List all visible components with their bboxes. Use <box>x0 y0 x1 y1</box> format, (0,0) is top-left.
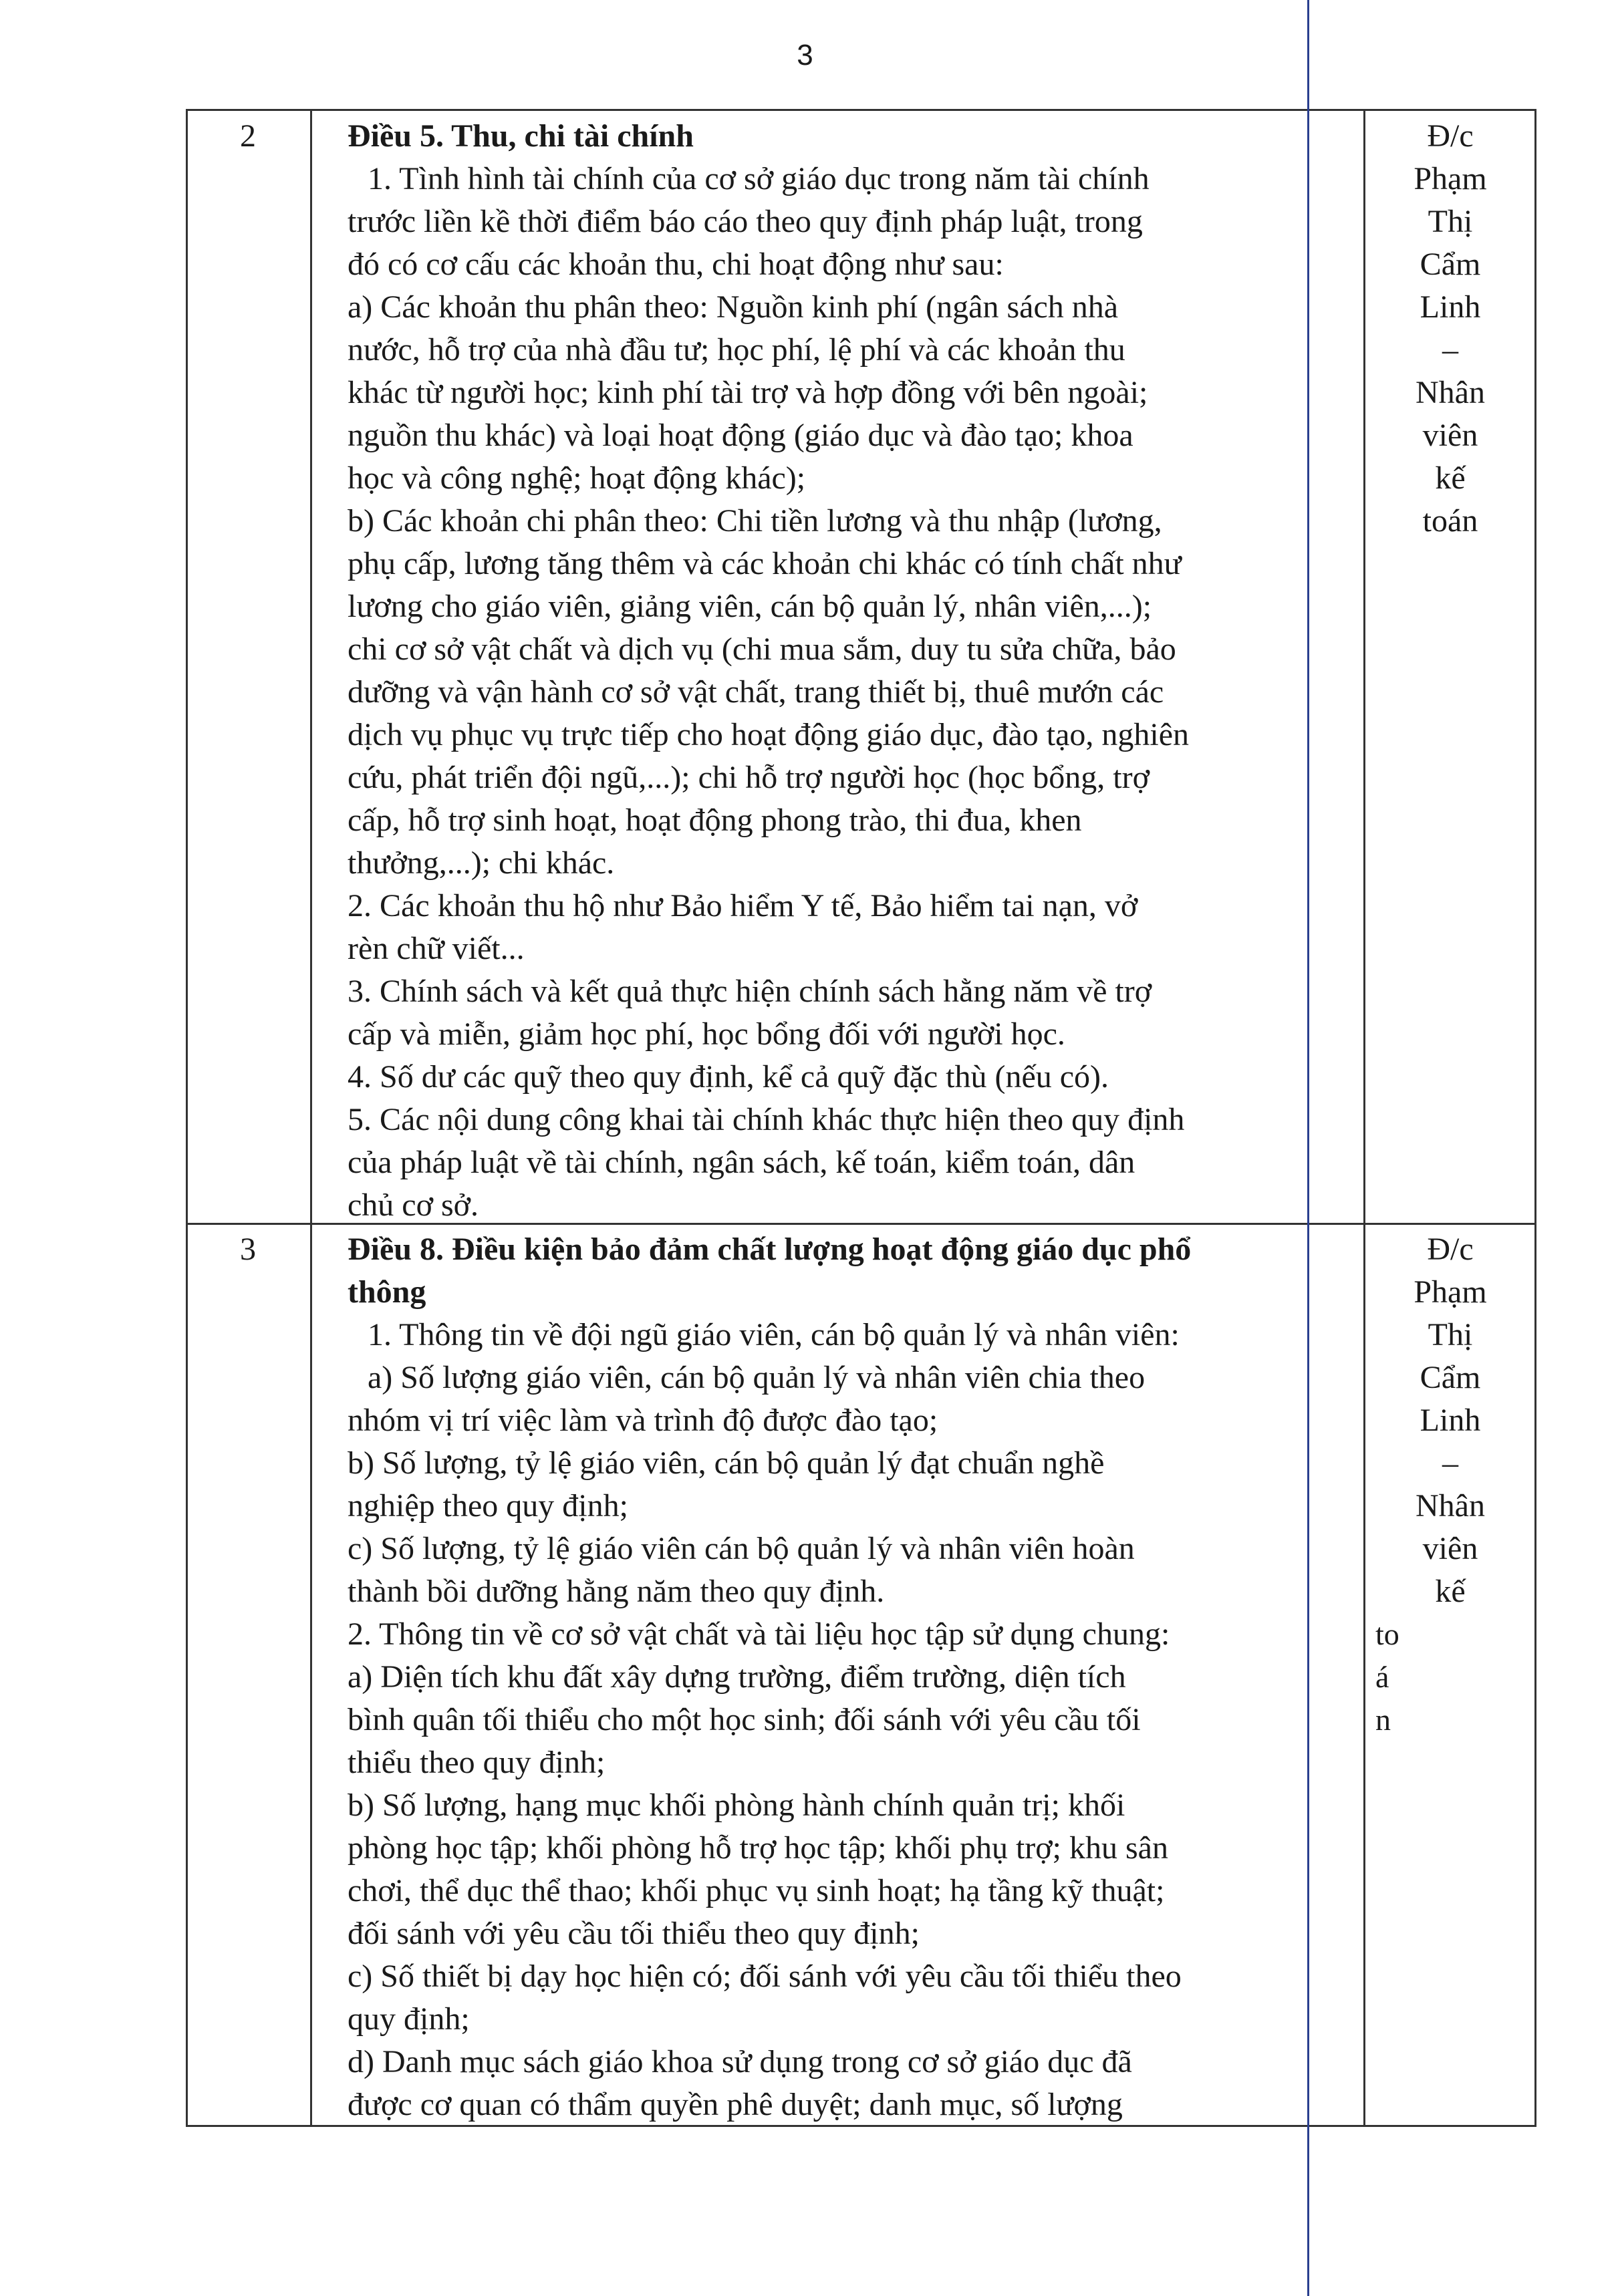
content-line: a) Số lượng giáo viên, cán bộ quản lý và nhân viên chia theo <box>368 1360 1146 1395</box>
page-number: 3 <box>797 39 813 71</box>
content-line: dưỡng và vận hành cơ sở vật chất, trang thiết bị, thuê mướn các <box>348 674 1164 710</box>
content-line: cấp và miễn, giảm học phí, học bổng đối với người học. <box>348 1016 1065 1052</box>
row-3-responsible <box>1370 1228 1530 1613</box>
responsible-word: Thị <box>1428 1317 1473 1352</box>
responsible-word: Đ/c <box>1427 1232 1474 1267</box>
responsible-word: Đ/c <box>1427 118 1474 154</box>
responsible-overflow-char: á <box>1375 1660 1389 1694</box>
content-line: chơi, thể dục thể thao; khối phục vụ sinh hoạt; hạ tầng kỹ thuật; <box>348 1873 1165 1908</box>
table-top-border <box>186 109 1536 111</box>
content-line: nghiệp theo quy định; <box>348 1488 628 1524</box>
content-line: 1. Tình hình tài chính của cơ sở giáo dục trong năm tài chính <box>368 161 1150 196</box>
row-3-content <box>348 1228 1357 2126</box>
responsible-word: Cẩm <box>1420 247 1481 282</box>
row-number-2: 2 <box>240 118 256 154</box>
responsible-word: Nhân <box>1416 375 1485 410</box>
content-line: chi cơ sở vật chất và dịch vụ (chi mua sắm, duy tu sửa chữa, bảo <box>348 631 1176 667</box>
responsible-word: – <box>1442 1445 1458 1481</box>
content-line: c) Số lượng, tỷ lệ giáo viên cán bộ quản lý và nhân viên hoàn <box>348 1531 1135 1566</box>
content-line: khác từ người học; kinh phí tài trợ và hợp đồng với bên ngoài; <box>348 375 1148 410</box>
content-line: Điều 5. Thu, chi tài chính <box>348 118 694 154</box>
content-line: thông <box>348 1274 426 1310</box>
row-3-responsible-overflow <box>1375 1613 1416 1741</box>
row-number-3: 3 <box>240 1232 256 1267</box>
responsible-word: Phạm <box>1414 1274 1487 1310</box>
content-line: 5. Các nội dung công khai tài chính khác thực hiện theo quy định <box>348 1102 1185 1137</box>
content-line: thưởng,...); chi khác. <box>348 845 615 881</box>
content-line: phòng học tập; khối phòng hỗ trợ học tập; khối phụ trợ; khu sân <box>348 1830 1168 1866</box>
responsible-word: kế <box>1435 460 1466 496</box>
content-line: bình quân tối thiểu cho một học sinh; đối sánh với yêu cầu tối <box>348 1702 1141 1737</box>
responsible-word: – <box>1442 332 1458 368</box>
content-line: cấp, hỗ trợ sinh hoạt, hoạt động phong trào, thi đua, khen <box>348 803 1082 838</box>
content-line: 3. Chính sách và kết quả thực hiện chính sách hằng năm về trợ <box>348 974 1152 1009</box>
content-line: nhóm vị trí việc làm và trình độ được đào tạo; <box>348 1403 938 1438</box>
content-line: Điều 8. Điều kiện bảo đảm chất lượng hoạt động giáo dục phổ <box>348 1232 1192 1267</box>
responsible-word: Thị <box>1428 204 1473 239</box>
content-line: nguồn thu khác) và loại hoạt động (giáo dục và đào tạo; khoa <box>348 418 1133 453</box>
content-line: cứu, phát triển đội ngũ,...); chi hỗ trợ người học (học bổng, trợ <box>348 760 1150 795</box>
content-line: đó có cơ cấu các khoản thu, chi hoạt động như sau: <box>348 247 1004 282</box>
column-divider-stt <box>310 109 312 2127</box>
content-line: thiểu theo quy định; <box>348 1745 606 1780</box>
content-line: nước, hỗ trợ của nhà đầu tư; học phí, lệ phí và các khoản thu <box>348 332 1125 368</box>
content-line: 2. Thông tin về cơ sở vật chất và tài liệu học tập sử dụng chung: <box>348 1616 1170 1652</box>
content-line: thành bồi dưỡng hằng năm theo quy định. <box>348 1574 885 1609</box>
table-right-border <box>1534 109 1536 2127</box>
content-line: lương cho giáo viên, giảng viên, cán bộ quản lý, nhân viên,...); <box>348 589 1152 624</box>
content-line: rèn chữ viết... <box>348 931 525 966</box>
responsible-word: viên <box>1422 1531 1478 1566</box>
responsible-overflow-char: to <box>1375 1617 1399 1651</box>
content-line: dịch vụ phục vụ trực tiếp cho hoạt động giáo dục, đào tạo, nghiên <box>348 717 1190 752</box>
content-line: phụ cấp, lương tăng thêm và các khoản chi khác có tính chất như <box>348 546 1182 581</box>
content-line: quy định; <box>348 2001 470 2037</box>
content-line: b) Số lượng, tỷ lệ giáo viên, cán bộ quản lý đạt chuẩn nghề <box>348 1445 1105 1481</box>
responsible-word: Linh <box>1420 1403 1481 1438</box>
content-line: chủ cơ sở. <box>348 1187 479 1223</box>
content-line: của pháp luật về tài chính, ngân sách, kế toán, kiểm toán, dân <box>348 1145 1135 1180</box>
row-2-content <box>348 115 1357 1227</box>
responsible-word: toán <box>1422 503 1478 539</box>
responsible-word: Phạm <box>1414 161 1487 196</box>
responsible-word: Linh <box>1420 289 1481 325</box>
responsible-word: viên <box>1422 418 1478 453</box>
content-line: 4. Số dư các quỹ theo quy định, kể cả quỹ đặc thù (nếu có). <box>348 1059 1109 1095</box>
column-divider-content <box>1363 109 1365 2127</box>
table-left-border <box>186 109 188 2127</box>
row-2-responsible <box>1370 115 1530 543</box>
content-line: a) Các khoản thu phân theo: Nguồn kinh phí (ngân sách nhà <box>348 289 1119 325</box>
responsible-overflow-char: n <box>1375 1703 1391 1737</box>
content-line: đối sánh với yêu cầu tối thiểu theo quy định; <box>348 1916 920 1951</box>
responsible-word: kế <box>1435 1574 1466 1609</box>
content-line: được cơ quan có thẩm quyền phê duyệt; danh mục, số lượng <box>348 2087 1123 2122</box>
content-line: d) Danh mục sách giáo khoa sử dụng trong cơ sở giáo dục đã <box>348 2044 1132 2079</box>
content-line: 2. Các khoản thu hộ như Bảo hiểm Y tế, Bảo hiểm tai nạn, vở <box>348 888 1138 923</box>
responsible-word: Cẩm <box>1420 1360 1481 1395</box>
content-line: a) Diện tích khu đất xây dựng trường, điểm trường, diện tích <box>348 1659 1126 1695</box>
content-line: b) Số lượng, hạng mục khối phòng hành chính quản trị; khối <box>348 1787 1125 1823</box>
content-line: trước liền kề thời điểm báo cáo theo quy định pháp luật, trong <box>348 204 1143 239</box>
responsible-word: Nhân <box>1416 1488 1485 1524</box>
content-line: 1. Thông tin về đội ngũ giáo viên, cán bộ quản lý và nhân viên: <box>368 1317 1180 1352</box>
content-line: học và công nghệ; hoạt động khác); <box>348 460 806 496</box>
content-line: c) Số thiết bị dạy học hiện có; đối sánh với yêu cầu tối thiểu theo <box>348 1959 1182 1994</box>
content-line: b) Các khoản chi phân theo: Chi tiền lương và thu nhập (lương, <box>348 503 1162 539</box>
